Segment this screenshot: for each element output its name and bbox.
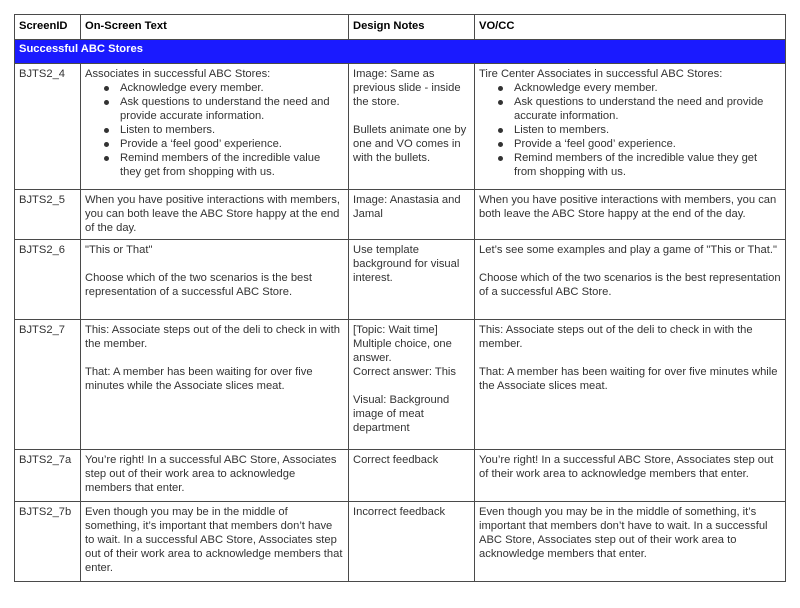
on-screen-text-cell: You’re right! In a successful ABC Store, Associates step out of their work area to acknowledge members that enter. bbox=[81, 450, 349, 502]
list-item: Remind members of the incredible value they get from shopping with us. bbox=[120, 151, 344, 179]
notes-paragraph: Image: Same as previous slide - inside the store. bbox=[353, 68, 461, 108]
screen-id-cell: BJTS2_7 bbox=[15, 320, 81, 450]
screen-id-cell: BJTS2_7a bbox=[15, 450, 81, 502]
section-title: Successful ABC Stores bbox=[15, 40, 786, 64]
vo-cc-cell: Even though you may be in the middle of something, it’s important that members don’t have to wait. In a successful ABC Store, Associates step out of their work area to acknowledge members that enter. bbox=[475, 502, 786, 582]
table-row bbox=[15, 240, 786, 320]
vo-paragraph: Let’s see some examples and play a game of "This or That." bbox=[479, 244, 777, 256]
list-item: Provide a ‘feel good’ experience. bbox=[514, 137, 781, 151]
design-notes-cell: Image: Anastasia and Jamal bbox=[349, 190, 475, 240]
section-row bbox=[15, 40, 786, 64]
ost-paragraph: "This or That" bbox=[85, 244, 153, 256]
screen-id-cell: BJTS2_6 bbox=[15, 240, 81, 320]
ost-paragraph: This: Associate steps out of the deli to check in with the member. bbox=[85, 324, 340, 350]
list-item: Listen to members. bbox=[514, 123, 781, 137]
notes-paragraph: [Topic: Wait time] bbox=[353, 324, 438, 336]
on-screen-text-cell: When you have positive interactions with members, you can both leave the ABC Store happy at the end of the day. bbox=[81, 190, 349, 240]
header-on-screen-text: On-Screen Text bbox=[81, 15, 349, 40]
list-item: Remind members of the incredible value they get from shopping with us. bbox=[514, 151, 781, 179]
design-notes-cell: Correct feedback bbox=[349, 450, 475, 502]
table-row bbox=[15, 502, 786, 582]
storyboard-table bbox=[14, 14, 786, 582]
header-vo-cc: VO/CC bbox=[475, 15, 786, 40]
table-row bbox=[15, 320, 786, 450]
vo-paragraph: Choose which of the two scenarios is the best representation of a successful ABC Store. bbox=[479, 272, 781, 298]
vo-cc-cell: You’re right! In a successful ABC Store, Associates step out of their work area to acknowledge members that enter. bbox=[475, 450, 786, 502]
list-item: Provide a ‘feel good’ experience. bbox=[120, 137, 344, 151]
header-screen-id: ScreenID bbox=[15, 15, 81, 40]
list-item: Acknowledge every member. bbox=[120, 81, 344, 95]
storyboard-document bbox=[14, 14, 785, 582]
vo-paragraph: This: Associate steps out of the deli to check in with the member. bbox=[479, 324, 753, 350]
table-row bbox=[15, 64, 786, 190]
list-item: Ask questions to understand the need and provide accurate information. bbox=[514, 95, 781, 123]
header-design-notes: Design Notes bbox=[349, 15, 475, 40]
vo-cc-cell bbox=[475, 64, 786, 190]
header-row bbox=[15, 15, 786, 40]
ost-intro: Associates in successful ABC Stores: bbox=[85, 68, 271, 80]
table-row bbox=[15, 190, 786, 240]
on-screen-text-cell bbox=[81, 240, 349, 320]
ost-paragraph: Choose which of the two scenarios is the best representation of a successful ABC Store. bbox=[85, 272, 312, 298]
screen-id-cell: BJTS2_5 bbox=[15, 190, 81, 240]
on-screen-text-cell bbox=[81, 64, 349, 190]
vo-paragraph: That: A member has been waiting for over five minutes while the Associate slices meat. bbox=[479, 366, 778, 392]
vo-cc-cell bbox=[475, 240, 786, 320]
design-notes-cell bbox=[349, 320, 475, 450]
on-screen-text-cell: Even though you may be in the middle of something, it’s important that members don’t have to wait. In a successful ABC Store, Associates step out of their work area to acknowledge members that enter. bbox=[81, 502, 349, 582]
vo-intro: Tire Center Associates in successful ABC Stores: bbox=[479, 68, 723, 80]
screen-id-cell: BJTS2_7b bbox=[15, 502, 81, 582]
on-screen-text-cell bbox=[81, 320, 349, 450]
notes-paragraph: Bullets animate one by one and VO comes in with the bullets. bbox=[353, 124, 467, 164]
list-item: Acknowledge every member. bbox=[514, 81, 781, 95]
ost-bullet-list bbox=[85, 81, 344, 179]
list-item: Ask questions to understand the need and provide accurate information. bbox=[120, 95, 344, 123]
notes-paragraph: Multiple choice, one answer. bbox=[353, 338, 452, 364]
design-notes-cell: Use template background for visual interest. bbox=[349, 240, 475, 320]
screen-id-cell: BJTS2_4 bbox=[15, 64, 81, 190]
vo-cc-cell: When you have positive interactions with members, you can both leave the ABC Store happy at the end of the day. bbox=[475, 190, 786, 240]
table-row bbox=[15, 450, 786, 502]
design-notes-cell bbox=[349, 64, 475, 190]
vo-cc-cell bbox=[475, 320, 786, 450]
list-item: Listen to members. bbox=[120, 123, 344, 137]
notes-paragraph: Correct answer: This bbox=[353, 366, 456, 378]
notes-paragraph: Visual: Background image of meat department bbox=[353, 394, 450, 434]
ost-paragraph: That: A member has been waiting for over five minutes while the Associate slices meat. bbox=[85, 366, 313, 392]
design-notes-cell: Incorrect feedback bbox=[349, 502, 475, 582]
vo-bullet-list bbox=[479, 81, 781, 179]
